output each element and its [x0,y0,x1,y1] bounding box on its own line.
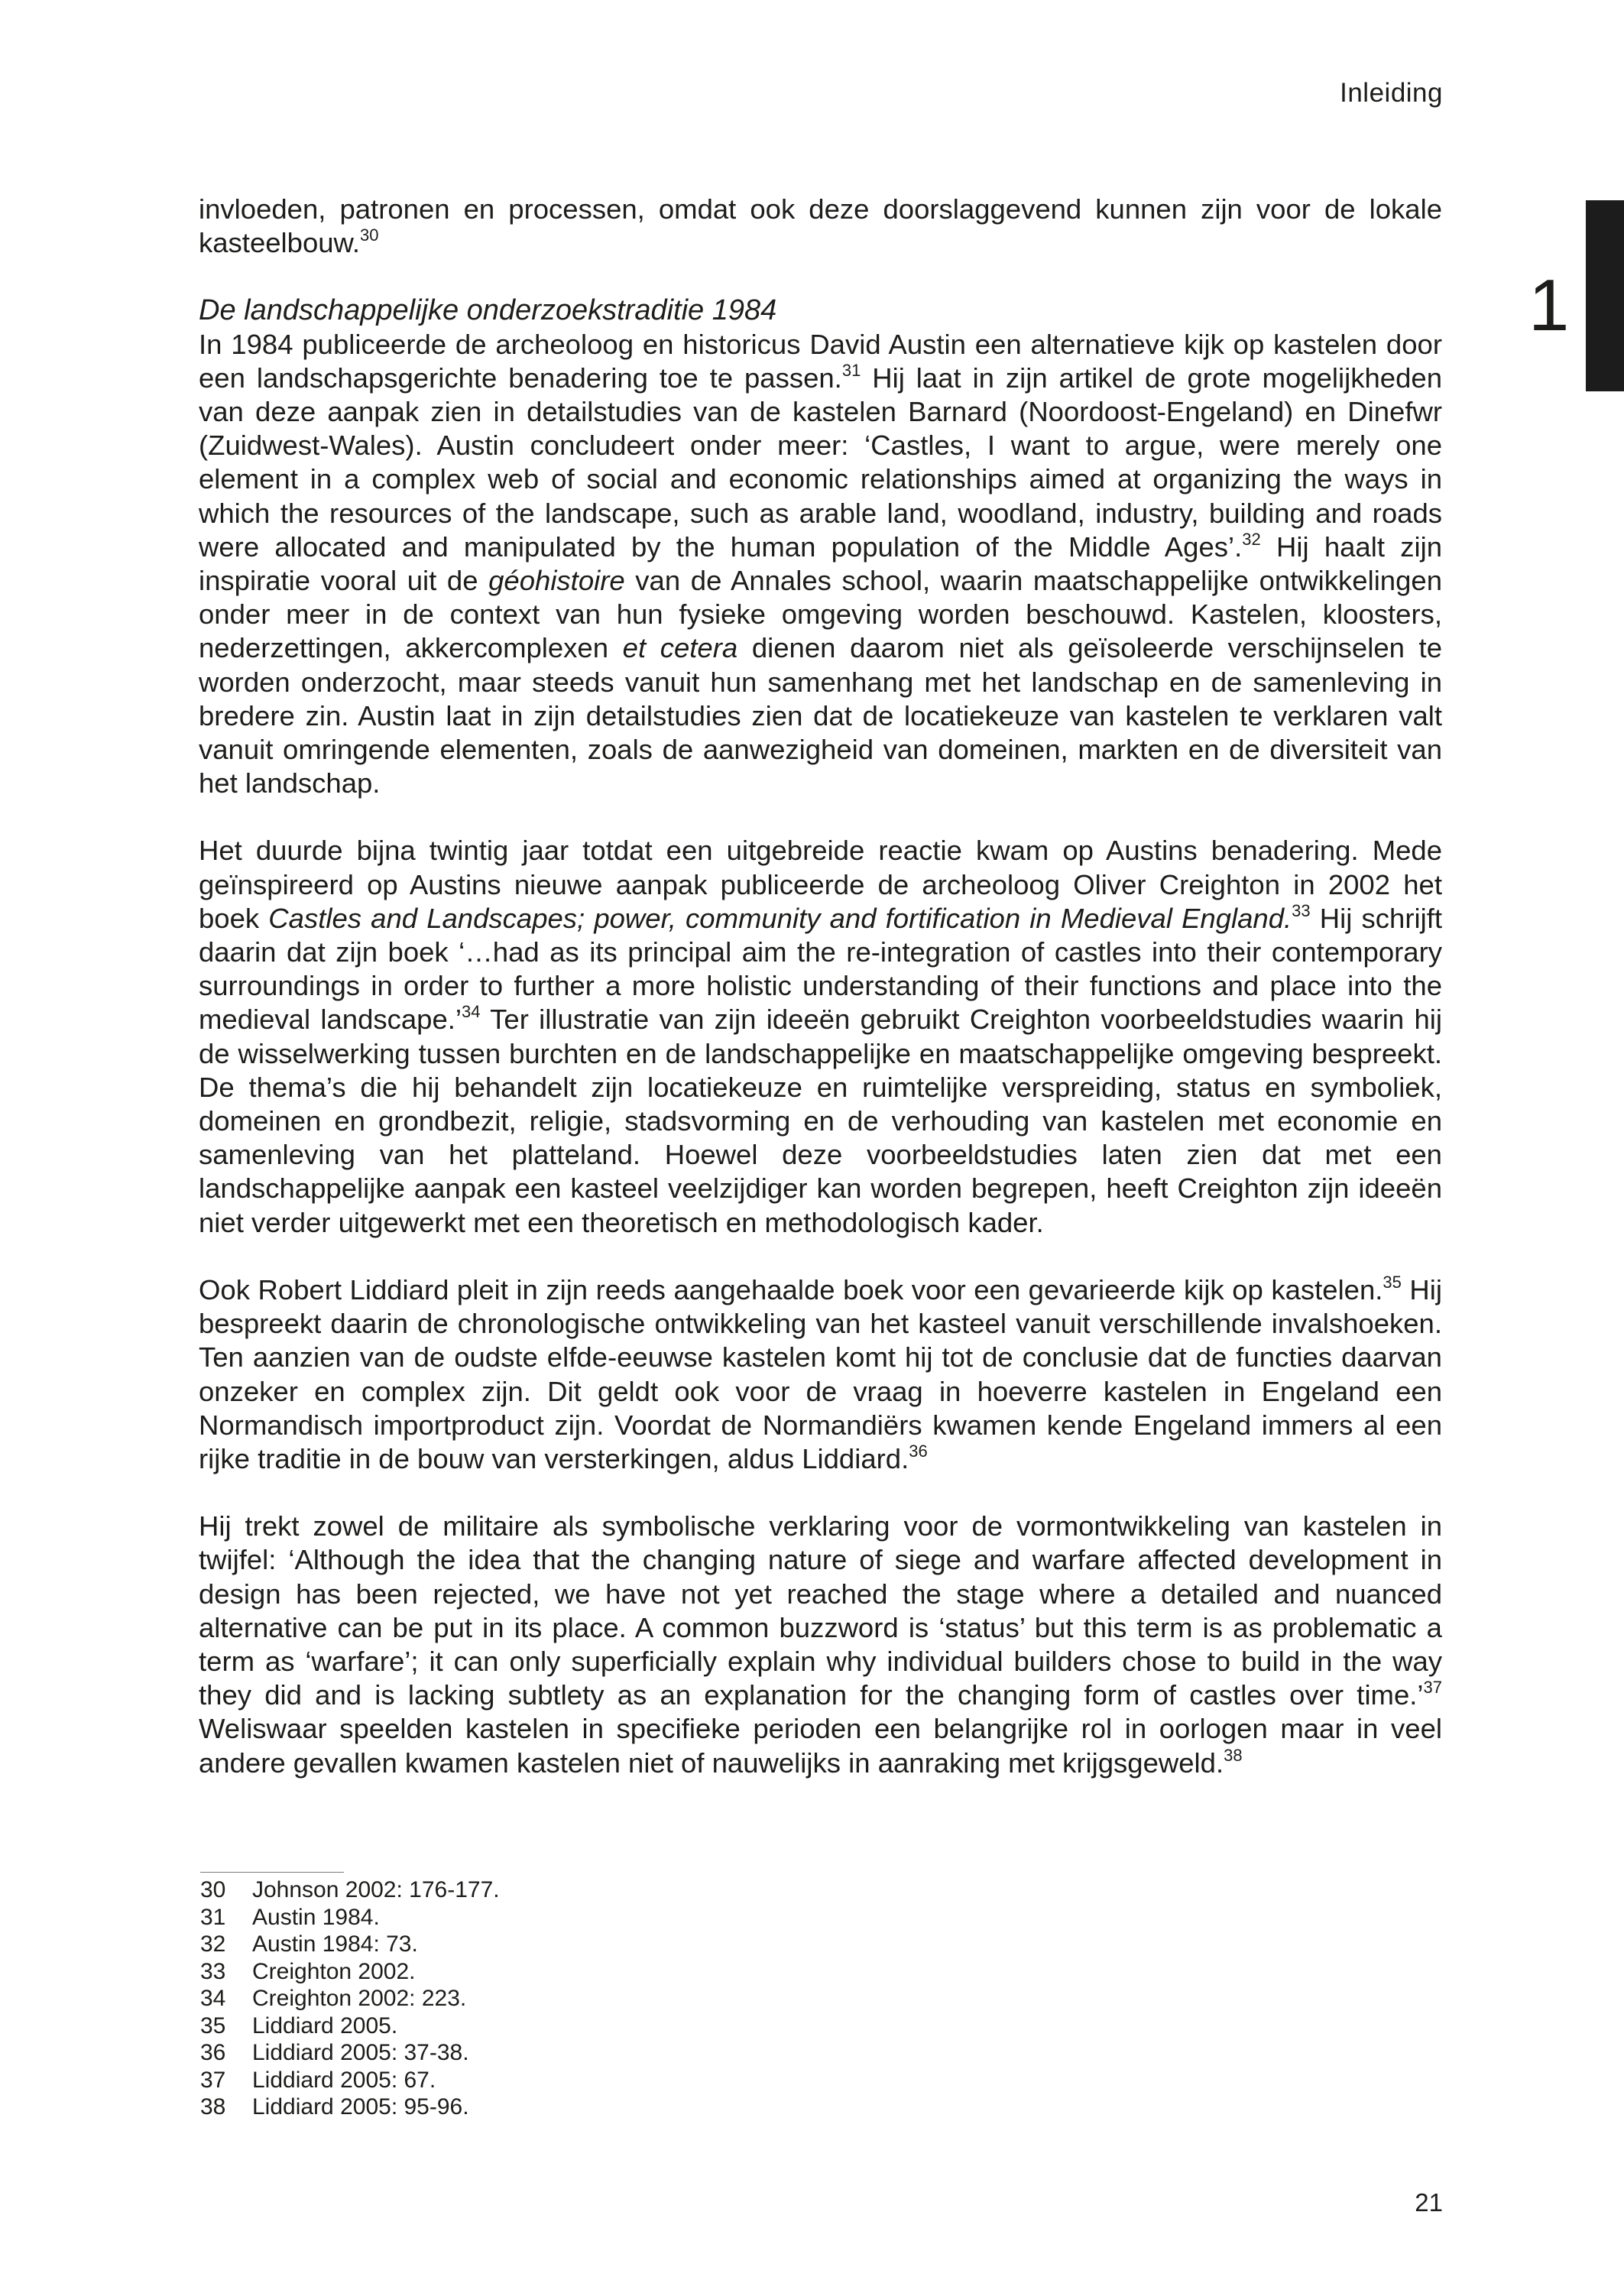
footnote: 31 Austin 1984. [200,1904,380,1930]
footnote: 30 Johnson 2002: 176-177. [200,1877,500,1902]
chapter-tab [1586,200,1624,391]
running-head: Inleiding [1340,78,1443,108]
footnote-ref[interactable]: 35 [1383,1272,1402,1292]
footnote-ref[interactable]: 38 [1224,1745,1243,1765]
footnote: 36 Liddiard 2005: 37-38. [200,2040,469,2065]
footnote: 37 Liddiard 2005: 67. [200,2067,436,2093]
section-heading: De landschappelijke onderzoekstraditie 1984 [199,294,777,327]
footnote-ref[interactable]: 37 [1423,1678,1442,1698]
footnote: 33 Creighton 2002. [200,1958,416,1984]
footnote-ref[interactable]: 30 [360,225,379,245]
footnote-rule [200,1872,344,1873]
footnote: 38 Liddiard 2005: 95-96. [200,2094,469,2119]
footnote: 34 Creighton 2002: 223. [200,1986,467,2011]
paragraph-military-symbolic: Hij trekt zowel de militaire als symbolische verklaring voor de vormontwikkeling van kastelen in twijfel: ‘Although the idea that the changing nature of siege and warfare affected development in design has been rejected, we have not yet reached the stage where a detailed and nuanced alternative can be put in its place. A common buzzword is ‘status’ but this term is as problematic a term as ‘warfare’; it can only superficially explain why individual builders chose to build in the way they did and is lacking subtlety as an explanation for the changing form of castles over time.’$^{37}$ Weliswaar speelden kastelen in specifieke perioden een belangrijke rol in oorlogen maar in veel andere gevallen kwamen kastelen niet of nauwelijks in aanraking met krijgsgeweld.$^{38}$ [199,1510,1442,1779]
footnote: 32 Austin 1984: 73. [200,1931,418,1957]
footnote-ref[interactable]: 33 [1292,900,1311,920]
paragraph-austin: In 1984 publiceerde de archeoloog en historicus David Austin een alternatieve kijk op kastelen door een landschapsgerichte benadering toe te passen.$^{31}$ Hij laat in zijn artikel de grote mogelijkheden van deze aanpak zien in detailstudies van de kastelen Barnard (Noordoost-Engeland) en Dinefwr (Zuidwest-Wales). Austin concludeert onder meer: ‘Castles, I want to argue, were merely one element in a complex web of social and economic relationships aimed at organizing the ways in which the resources of the landscape, such as arable land, woodland, industry, building and roads were allocated and manipulated by the human population of the Middle Ages’.$^{32}$ Hij haalt zijn inspiratie vooral uit de géohistoire van de Annales school, waarin maatschappelijke ontwikkelingen onder meer in de context van hun fysieke omgeving worden beschouwd. Kastelen, kloosters, nederzettingen, akkercomplexen et cetera dienen daarom niet als geïsoleerde verschijnselen te worden onderzocht, maar steeds vanuit hun samenhang met het landschap en de samenleving in bredere zin. Austin laat in zijn detailstudies zien dat de locatiekeuze van kastelen te verklaren valt vanuit omringende elementen, zoals de aanwezigheid van domeinen, markten en de diversiteit van het landschap. [199,328,1443,799]
paragraph-continuation: invloeden, patronen en processen, omdat ook deze doorslaggevend kunnen zijn voor de lokale kasteelbouw.$^{30}$ [199,193,1442,259]
main-content [199,193,1442,1780]
paragraph-liddiard: Ook Robert Liddiard pleit in zijn reeds aangehaalde boek voor een gevarieerde kijk op kastelen.$^{35}$ Hij bespreekt daarin de chronologische ontwikkeling van het kasteel vanuit verschillende invalshoeken. Ten aanzien van de oudste elfde-eeuwse kastelen komt hij tot de conclusie dat de functies daarvan onzeker en complex zijn. Dit geldt ook voor de vraag in hoeverre kastelen in Engeland een Normandisch importproduct zijn. Voordat de Normandiërs kwamen kende Engeland immers al een rijke traditie in de bouw van versterkingen, aldus Liddiard.$^{36}$ [199,1272,1443,1474]
footnotes [200,1876,500,2121]
footnote-ref[interactable]: 36 [909,1441,928,1461]
footnote: 35 Liddiard 2005. [200,2012,398,2038]
footnote-ref[interactable]: 31 [841,360,861,380]
page-number: 21 [1415,2188,1443,2217]
paragraph-creighton: Het duurde bijna twintig jaar totdat een uitgebreide reactie kwam op Austins benadering. Mede geïnspireerd op Austins nieuwe aanpak publiceerde de archeoloog Oliver Creighton in 2002 het boek Castles and Landscapes; power, community and fortification in Medieval England.$^{33}$ Hij schrijft daarin dat zijn boek ‘…had as its principal aim the re-integration of castles into their contemporary surroundings in order to further a more holistic understanding of their functions and place into the medieval landscape.’$^{34}$ Ter illustratie van zijn ideeën gebruikt Creighton voorbeeldstudies waarin hij de wisselwerking tussen burchten en de landschappelijke en maatschappelijke omgeving bespreekt. De thema’s die hij behandelt zijn locatiekeuze en ruimtelijke verspreiding, status en symboliek, domeinen en grondbezit, religie, stadsvorming en de verhouding van kastelen met economie en samenleving van het platteland. Hoewel deze voorbeeldstudies laten zien dat met een landschappelijke aanpak een kasteel veelzijdiger kan worden begrepen, heeft Creighton zijn ideeën niet verder uitgewerkt met een theoretisch en methodologisch kader. [199,835,1442,1238]
chapter-number: 1 [1528,264,1570,346]
footnote-ref[interactable]: 32 [1242,529,1261,549]
footnote-ref[interactable]: 34 [462,1002,481,1022]
